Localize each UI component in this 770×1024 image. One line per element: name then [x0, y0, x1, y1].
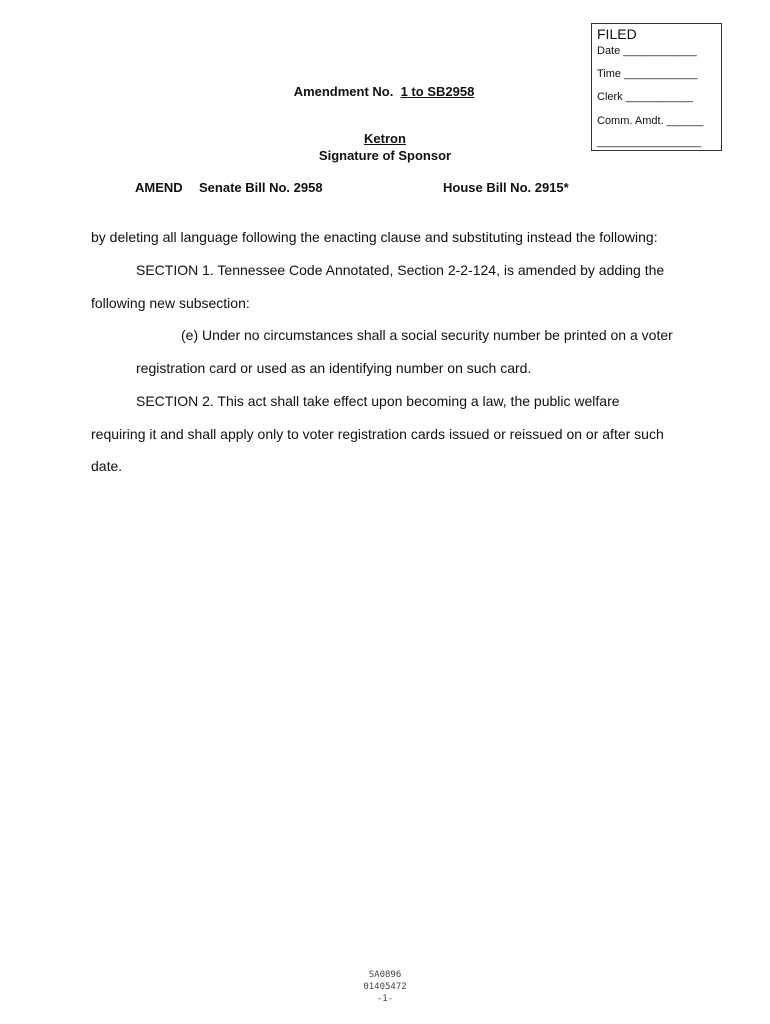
body-line-1: by deleting all language following the enacting clause and substituting instead the following: — [91, 229, 658, 245]
filed-title: FILED — [597, 26, 637, 42]
filed-comm-amdt-line: Comm. Amdt. ______ — [597, 115, 704, 127]
house-bill-number: House Bill No. 2915* — [443, 180, 569, 195]
sponsor-signature-label: Signature of Sponsor — [318, 148, 452, 163]
sponsor-name: Ketron — [364, 131, 406, 146]
body-line-7: requiring it and shall apply only to voter registration cards issued or reissued on or after such — [91, 426, 664, 442]
footer-page-number: -1- — [376, 994, 394, 1004]
filed-time-line: Time ____________ — [597, 68, 698, 80]
amendment-number: 1 to SB2958 — [400, 84, 475, 99]
footer-code-1: SA0896 — [368, 970, 402, 980]
footer-code-2: 01405472 — [363, 982, 407, 992]
body-line-5: registration card or used as an identifying number on such card. — [136, 360, 532, 376]
body-line-6: SECTION 2. This act shall take effect upon becoming a law, the public welfare — [136, 393, 620, 409]
body-line-4: (e) Under no circumstances shall a social security number be printed on a voter — [181, 327, 673, 343]
body-line-2: SECTION 1. Tennessee Code Annotated, Section 2-2-124, is amended by adding the — [136, 262, 665, 278]
filed-clerk-line: Clerk ___________ — [597, 91, 694, 103]
body-line-3: following new subsection: — [91, 295, 250, 311]
amendment-prefix: Amendment No. — [293, 84, 394, 99]
filed-blank-line: _________________ — [597, 136, 702, 148]
senate-bill-number: Senate Bill No. 2958 — [199, 180, 323, 195]
amendment-title — [0, 84, 770, 99]
body-line-8: date. — [91, 458, 123, 474]
filed-date-line: Date ____________ — [597, 45, 697, 57]
amend-label: AMEND — [135, 180, 183, 195]
